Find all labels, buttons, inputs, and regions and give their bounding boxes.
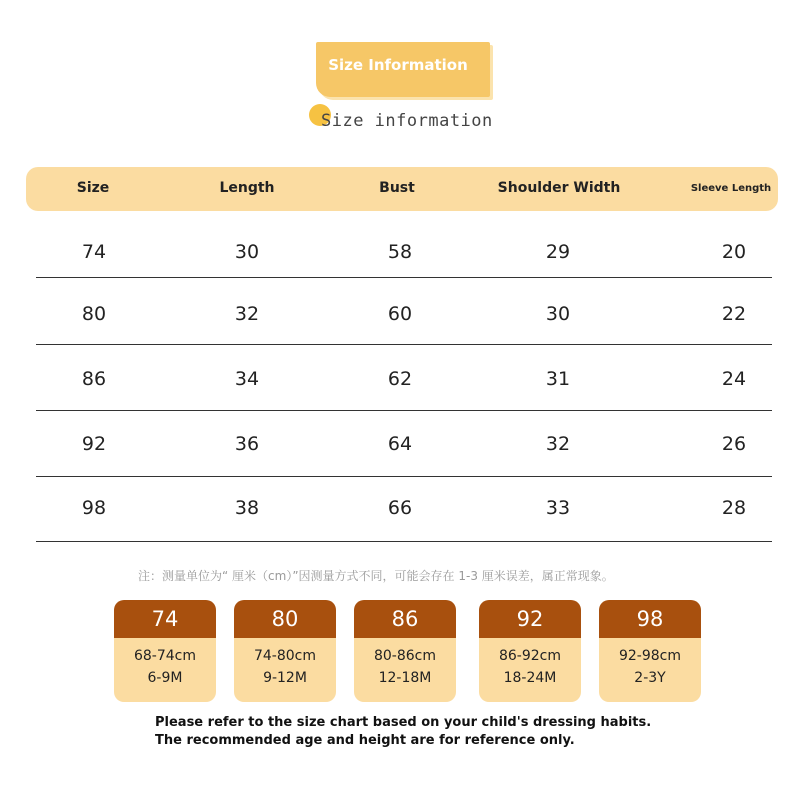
table-cell: 92 — [81, 433, 107, 455]
table-cell: 30 — [234, 241, 260, 263]
size-card-height: 92-98cm — [618, 648, 681, 664]
size-card-height: 86-92cm — [498, 648, 561, 664]
size-card-86 — [354, 600, 456, 702]
table-cell: 86 — [81, 368, 107, 390]
size-card-size: 74 — [114, 600, 216, 638]
table-cell: 80 — [81, 303, 107, 325]
header-length: Length — [219, 180, 275, 196]
table-cell: 58 — [387, 241, 413, 263]
table-cell: 33 — [545, 497, 571, 519]
table-cell: 32 — [545, 433, 571, 455]
table-cell: 22 — [721, 303, 747, 325]
size-card-age: 12-18M — [378, 670, 432, 686]
table-cell: 28 — [721, 497, 747, 519]
size-card-size: 92 — [479, 600, 581, 638]
table-cell: 98 — [81, 497, 107, 519]
size-card-74 — [114, 600, 216, 702]
size-card-age: 6-9M — [147, 670, 183, 686]
table-cell: 32 — [234, 303, 260, 325]
table-cell: 24 — [721, 368, 747, 390]
table-cell: 30 — [545, 303, 571, 325]
reference-footer-text: Please refer to the size chart based on your child's dressing habits. The recommended age and height are for reference only. — [155, 715, 652, 748]
size-card-92 — [479, 600, 581, 702]
header-shoulder-width: Shoulder Width — [497, 180, 621, 196]
row-divider — [36, 277, 772, 278]
size-card-age: 2-3Y — [634, 670, 666, 686]
size-card-body — [479, 638, 581, 702]
row-divider — [36, 476, 772, 477]
table-cell: 38 — [234, 497, 260, 519]
size-card-body — [234, 638, 336, 702]
size-card-body — [599, 638, 701, 702]
size-card-size: 86 — [354, 600, 456, 638]
table-cell: 26 — [721, 433, 747, 455]
table-cell: 62 — [387, 368, 413, 390]
row-divider — [36, 344, 772, 345]
table-cell: 34 — [234, 368, 260, 390]
table-cell: 60 — [387, 303, 413, 325]
table-cell: 31 — [545, 368, 571, 390]
size-card-height: 68-74cm — [133, 648, 196, 664]
table-cell: 74 — [81, 241, 107, 263]
row-divider — [36, 410, 772, 411]
header-size: Size — [76, 180, 110, 196]
size-card-80 — [234, 600, 336, 702]
size-card-age: 18-24M — [503, 670, 557, 686]
size-card-height: 80-86cm — [373, 648, 436, 664]
size-card-size: 80 — [234, 600, 336, 638]
size-card-height: 74-80cm — [253, 648, 316, 664]
table-cell: 20 — [721, 241, 747, 263]
size-card-body — [354, 638, 456, 702]
title-tab-label: Size Information — [328, 56, 468, 74]
table-cell: 29 — [545, 241, 571, 263]
size-card-body — [114, 638, 216, 702]
measurement-note: 注：测量单位为“ 厘米（cm）”因测量方式不同，可能会存在 1-3 厘米误差，属正常现象。 — [138, 569, 614, 583]
header-bust: Bust — [379, 180, 415, 196]
size-card-98 — [599, 600, 701, 702]
row-divider — [36, 541, 772, 542]
header-sleeve-length: Sleeve Length — [690, 183, 772, 194]
table-cell: 64 — [387, 433, 413, 455]
table-cell: 66 — [387, 497, 413, 519]
table-cell: 36 — [234, 433, 260, 455]
size-card-age: 9-12M — [263, 670, 307, 686]
subtitle: Size information — [321, 111, 493, 131]
size-card-size: 98 — [599, 600, 701, 638]
